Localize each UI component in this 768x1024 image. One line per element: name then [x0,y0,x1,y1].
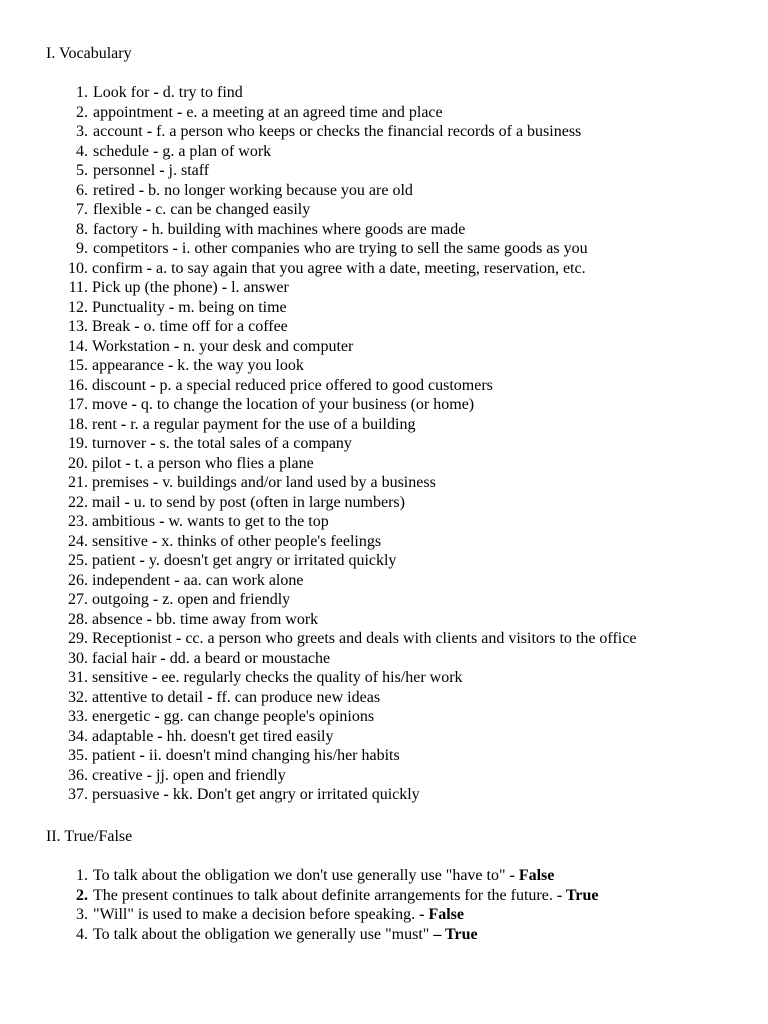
item-number: 33. [68,708,88,725]
item-text [92,395,474,415]
dash-separator: - [142,123,157,140]
item-number: 32. [68,688,88,706]
vocab-term: Punctuality [92,298,165,316]
vocab-definition: k. the way you look [177,357,304,374]
vocab-definition: l. answer [231,279,289,296]
item-number: 4. [76,925,88,943]
vocab-definition: i. other companies who are trying to sell the same goods as you [181,240,588,257]
item-number: 19. [68,435,88,452]
item-number: 28. [68,610,88,628]
item-text [93,866,554,886]
vocab-term: Receptionist [92,630,172,647]
vocab-definition: h. building with machines where goods are made [151,220,466,238]
vocab-term: Break [92,318,131,335]
vocab-term: schedule [93,142,149,160]
answer-label: True [445,925,478,943]
vocab-definition: f. a person who keeps or checks the financial records of a business [156,123,582,140]
item-text [92,473,436,493]
item-number: 17. [68,396,88,413]
dash-separator: - [148,142,163,160]
vocab-definition: cc. a person who greets and deals with clients and visitors to the office [185,630,637,647]
item-number: 10. [68,259,88,277]
dash-separator: - [148,532,162,550]
dash-separator: - [155,513,169,530]
dash-separator: – [429,925,446,943]
item-text [92,746,400,766]
dash-separator: - [169,337,184,355]
vocab-term: premises [92,474,149,491]
item-text [92,337,353,357]
dash-separator: - [142,610,156,628]
dash-separator: - [552,886,566,904]
dash-separator: - [134,181,149,199]
vocab-definition: b. no longer working because you are old [148,181,413,199]
item-text [92,688,380,708]
item-number: 13. [68,318,88,335]
vocab-definition: d. try to find [162,84,243,101]
vocab-term: Pick up (the phone) [92,279,218,296]
statement-text: To talk about the obligation we generally use "must" [93,925,430,943]
item-text [93,83,243,103]
item-number: 29. [68,630,88,647]
vocab-definition: kk. Don't get angry or irritated quickly [172,786,420,803]
vocab-term: retired [93,181,135,199]
vocab-term: confirm [92,259,143,277]
answer-label: True [565,886,599,904]
vocab-term: pilot [92,454,122,472]
dash-separator: - [217,279,232,296]
item-text [92,376,493,396]
dash-separator: - [148,474,163,491]
vocab-definition: ii. doesn't mind changing his/her habits [148,747,400,764]
item-text [93,181,413,201]
item-text [92,727,333,747]
section-heading-true-false: II. True/False [46,828,133,845]
item-text [93,886,598,906]
item-text [93,103,443,123]
section-heading-vocabulary: I. Vocabulary [46,45,132,62]
dash-separator: - [148,591,163,608]
dash-separator: - [415,906,429,923]
dash-separator: - [146,376,160,394]
item-number: 4. [76,142,88,160]
item-number: 37. [68,786,88,803]
item-number: 34. [68,727,88,745]
dash-separator: - [168,240,182,257]
vocab-definition: w. wants to get to the top [168,513,329,530]
vocab-term: turnover [92,435,147,452]
item-number: 9. [76,240,88,257]
vocab-definition: aa. can work alone [183,571,304,589]
vocab-term: move [92,396,128,413]
dash-separator: - [170,571,184,589]
vocab-definition: v. buildings and/or land used by a business [162,474,436,491]
item-text [93,142,271,162]
item-text [92,415,415,435]
dash-separator: - [171,630,186,647]
statement-text: "Will" is used to make a decision before speaking. [93,906,416,923]
item-number: 18. [68,415,88,433]
answer-label: False [518,867,555,884]
dash-separator: - [142,259,156,277]
dash-separator: - [156,649,170,667]
item-text [93,122,581,142]
statement-text: The present continues to talk about definite arrangements for the future. [93,886,553,904]
item-text [92,512,329,532]
dash-separator: - [505,867,519,884]
item-number: 35. [68,747,88,764]
vocab-definition: dd. a beard or moustache [169,649,331,667]
vocab-definition: s. the total sales of a company [159,435,352,452]
item-text [92,668,463,688]
item-number: 30. [68,649,88,667]
dash-separator: - [203,688,217,706]
item-text [92,259,586,279]
item-number: 6. [76,181,88,199]
vocab-term: outgoing [92,591,149,608]
vocab-definition: x. thinks of other people's feelings [161,532,382,550]
vocab-definition: t. a person who flies a plane [134,454,314,472]
vocab-definition: u. to send by post (often in large numbers) [133,493,405,511]
dash-separator: - [163,357,178,374]
vocab-term: competitors [93,240,169,257]
vocab-term: rent [92,415,117,433]
vocab-term: patient [92,552,136,569]
item-number: 14. [68,337,88,355]
dash-separator: - [127,396,141,413]
vocab-definition: n. your desk and computer [183,337,354,355]
dash-separator: - [155,162,169,179]
item-text [92,571,303,591]
item-number: 27. [68,591,88,608]
item-text [93,161,209,181]
item-text [93,200,310,220]
dash-separator: - [141,201,156,218]
item-text [92,493,405,513]
vocab-definition: jj. open and friendly [155,766,286,784]
vocab-term: Look for [93,84,150,101]
item-text [92,298,287,318]
vocab-definition: q. to change the location of your business (or home) [140,396,475,413]
item-text [93,220,465,240]
vocab-term: patient [92,747,136,764]
vocab-term: Workstation [92,337,170,355]
dash-separator: - [146,435,160,452]
dash-separator: - [138,220,152,238]
item-number: 5. [76,162,88,179]
vocab-definition: bb. time away from work [155,610,319,628]
item-text [93,239,588,259]
statement-text: To talk about the obligation we don't use generally use "have to" [93,867,506,884]
vocab-term: adaptable [92,727,154,745]
vocab-term: ambitious [92,513,156,530]
vocab-term: attentive to detail [92,688,204,706]
vocab-definition: j. staff [168,162,210,179]
vocab-definition: m. being on time [178,298,287,316]
dash-separator: - [130,318,144,335]
item-text [92,590,290,610]
item-text [92,629,636,649]
vocab-definition: p. a special reduced price offered to good customers [159,376,493,394]
item-number: 24. [68,532,88,550]
item-number: 23. [68,513,88,530]
item-text [93,905,464,925]
item-number: 1. [76,867,88,884]
vocab-term: creative [92,766,143,784]
dash-separator: - [116,415,131,433]
dash-separator: - [164,298,179,316]
vocab-definition: g. a plan of work [162,142,272,160]
item-text [92,532,381,552]
item-number: 25. [68,552,88,569]
vocab-definition: e. a meeting at an agreed time and place [186,103,443,121]
item-number: 22. [68,493,88,511]
item-text [92,610,318,630]
item-number: 2. [76,886,88,904]
item-number: 1. [76,84,88,101]
vocab-definition: ee. regularly checks the quality of his/her work [161,669,463,686]
vocab-definition: y. doesn't get angry or irritated quickly [148,552,397,569]
item-text [92,356,304,376]
vocab-definition: a. to say again that you agree with a date, meeting, reservation, etc. [155,259,586,277]
vocab-term: account [93,123,143,140]
item-number: 21. [68,474,88,491]
dash-separator: - [172,103,187,121]
vocab-term: mail [92,493,121,511]
item-text [93,925,478,945]
vocab-term: appearance [92,357,164,374]
item-text [92,649,330,669]
vocab-term: sensitive [92,669,148,686]
dash-separator: - [149,84,163,101]
dash-separator: - [148,669,162,686]
vocab-term: facial hair [92,649,157,667]
answer-label: False [428,906,464,923]
dash-separator: - [135,552,149,569]
vocab-definition: hh. doesn't get tired easily [166,727,334,745]
item-text [92,707,374,727]
dash-separator: - [121,454,135,472]
item-number: 31. [68,669,88,686]
vocab-term: discount [92,376,147,394]
item-text [92,317,288,337]
item-text [92,454,314,474]
item-text [92,766,286,786]
vocab-term: independent [92,571,171,589]
item-number: 3. [76,906,88,923]
dash-separator: - [135,747,149,764]
vocab-term: personnel [93,162,156,179]
dash-separator: - [150,708,164,725]
dash-separator: - [159,786,173,803]
item-text [92,278,289,298]
vocab-term: persuasive [92,786,160,803]
dash-separator: - [142,766,156,784]
dash-separator: - [153,727,167,745]
dash-separator: - [120,493,134,511]
item-number: 3. [76,123,88,140]
item-text [92,551,396,571]
item-number: 12. [68,298,88,316]
vocab-definition: o. time off for a coffee [143,318,288,335]
vocab-term: sensitive [92,532,148,550]
item-number: 11. [68,279,88,296]
vocab-definition: ff. can produce new ideas [216,688,381,706]
vocab-definition: r. a regular payment for the use of a building [130,415,416,433]
item-number: 2. [76,103,88,121]
vocab-term: factory [93,220,139,238]
item-text [92,785,420,805]
item-number: 36. [68,766,88,784]
vocab-term: appointment [93,103,173,121]
vocab-definition: c. can be changed easily [155,201,311,218]
item-number: 20. [68,454,88,472]
item-number: 8. [76,220,88,238]
vocab-term: energetic [92,708,151,725]
item-number: 7. [76,201,88,218]
item-text [92,434,352,454]
item-number: 15. [68,357,88,374]
item-number: 16. [68,376,88,394]
vocab-definition: z. open and friendly [162,591,291,608]
vocab-definition: gg. can change people's opinions [163,708,375,725]
vocab-term: absence [92,610,143,628]
vocab-term: flexible [93,201,142,218]
item-number: 26. [68,571,88,589]
